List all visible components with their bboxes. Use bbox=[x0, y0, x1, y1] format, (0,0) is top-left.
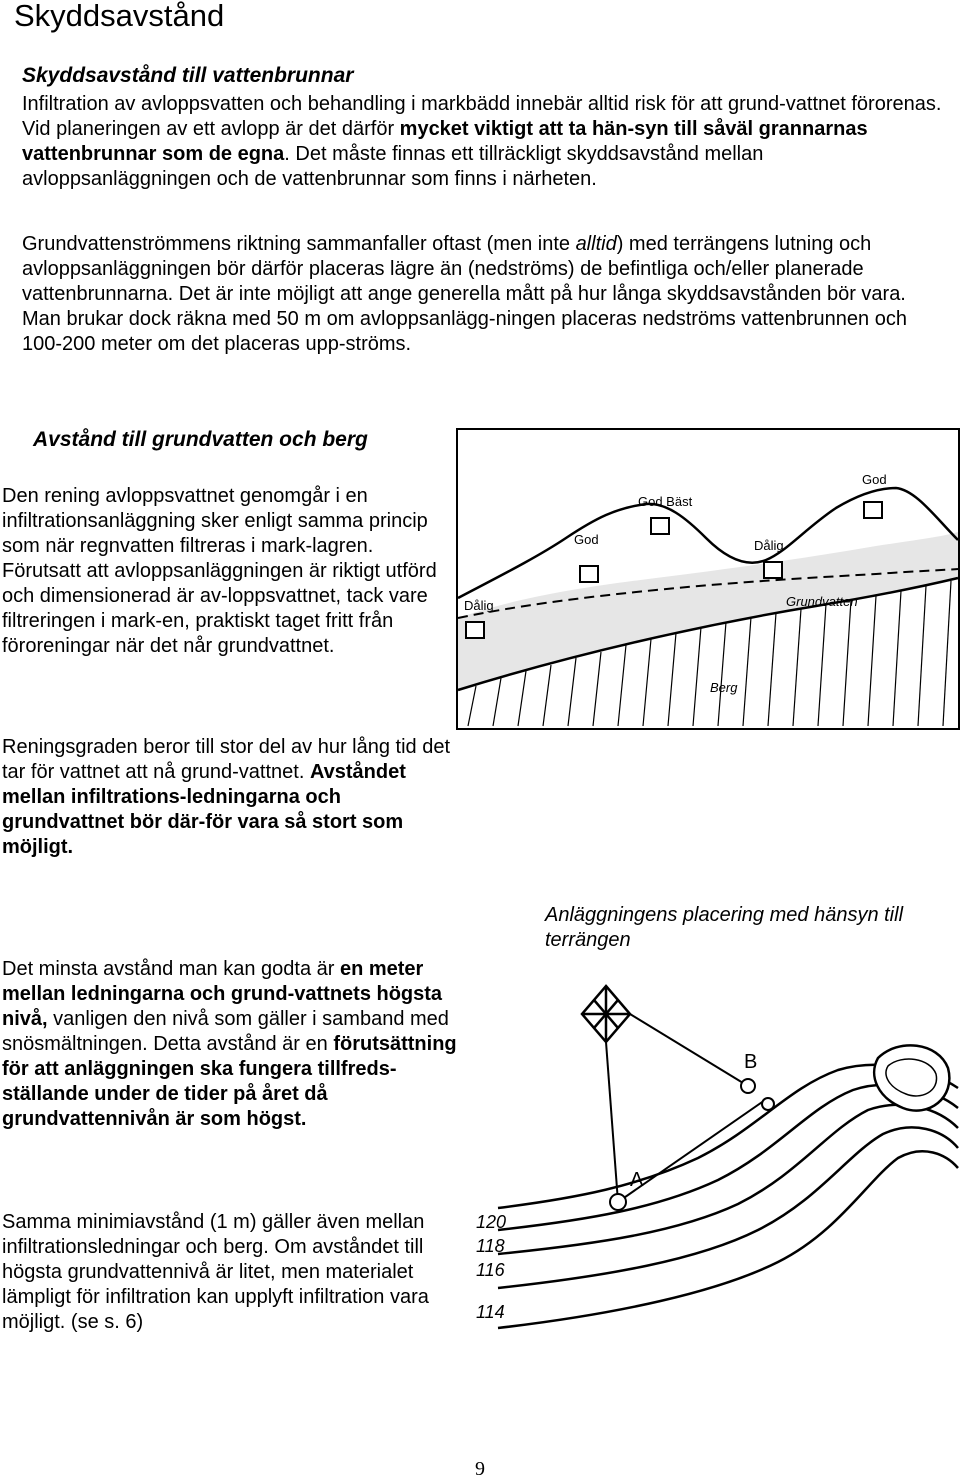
house-icon bbox=[582, 986, 630, 1042]
contour-lines bbox=[498, 1065, 958, 1328]
page-number: 9 bbox=[475, 1458, 485, 1480]
text-run: Reningsgraden beror till stor del av hur lång tid det tar för vattnet att nå grund-vattnet. bbox=[2, 736, 451, 783]
label-dalig-left: Dålig bbox=[464, 598, 494, 613]
figure-caption: Anläggningens placering med hänsyn till terrängen bbox=[545, 904, 904, 951]
label-grundvatten: Grundvatten bbox=[786, 594, 858, 609]
heading-avstand-grundvatten-berg: Avstånd till grundvatten och berg bbox=[33, 428, 368, 451]
text-run: Grundvattenströmmens riktning sammanfaller oftast (men inte bbox=[22, 233, 576, 255]
page-title: Skyddsavstånd bbox=[14, 0, 225, 33]
well-icon bbox=[651, 518, 669, 534]
site-plan-figure bbox=[458, 958, 960, 1348]
text-run: ) med terrängens lutning och avloppsanläggningen bör därför placeras lägre än (nedströms) de befintliga och/eller planerade vattenbrunnarna. Det är inte möjligt att ange generella mått på hur långa skyddsavstånden bör vara. Man brukar dock räkna med 50 m om avloppsanlägg-ningen placeras nedströms vattenbrunnen och 100-200 meter om det placeras upp-ströms. bbox=[22, 233, 907, 355]
contour-label-114: 114 bbox=[476, 1302, 505, 1322]
paragraph-rening bbox=[2, 484, 452, 659]
well-icon bbox=[580, 566, 598, 582]
text-run: Avståndet mellan infiltrations-ledningarna och grundvattnet bör där-för vara så stort som möjligt. bbox=[2, 761, 406, 858]
point-b-marker bbox=[741, 1079, 755, 1093]
well-icon bbox=[764, 562, 782, 578]
text-run: vanligen den nivå som gäller i samband med snösmältningen. Detta avstånd är en bbox=[2, 1008, 449, 1055]
hill-icon bbox=[874, 1045, 949, 1110]
paragraph-grundvattenstromning bbox=[22, 232, 942, 357]
paragraph-reningsgrad bbox=[2, 735, 452, 860]
text-run: Infiltration av avloppsvatten och behandling i markbädd innebär alltid risk för att grund-vattnet förorenas. Vid planeringen av ett avlopp är det därför bbox=[22, 93, 942, 140]
text-run: Den rening avloppsvattnet genomgår i en infiltrationsanläggning sker enligt samma princip som när regnvatten filtreras i mark-lagren. Förutsatt att avloppsanläggningen är riktigt utförd och dimensionerad är av-loppsvattnet, tack vare filtreringen i mark-en, praktiskt taget fritt från föroreningar när det når grundvattnet. bbox=[2, 485, 437, 657]
text-run: Det minsta avstånd man kan godta är bbox=[2, 958, 340, 980]
paragraph-infiltration-risk bbox=[22, 92, 942, 192]
text-run: Samma minimiavstånd (1 m) gäller även mellan infiltrationsledningar och berg. Om avståndet till högsta grundvattennivå är litet, men materialet lämpligt för infiltration kan upplyft infiltration vara möjligt. (se s. 6) bbox=[2, 1211, 429, 1333]
contour-label-116: 116 bbox=[476, 1260, 505, 1280]
text-run: en meter mellan ledningarna och grund-vattnets högsta nivå, bbox=[2, 958, 443, 1030]
terrain-cross-section-figure bbox=[456, 428, 960, 730]
point-a-marker bbox=[610, 1194, 626, 1210]
well-icon bbox=[762, 1098, 774, 1110]
label-god-bast: God Bäst bbox=[638, 494, 693, 509]
heading-skyddsavstand-vattenbrunnar: Skyddsavstånd till vattenbrunnar bbox=[22, 64, 354, 87]
label-berg: Berg bbox=[710, 680, 738, 695]
paragraph-minimiavstand-berg bbox=[2, 1210, 457, 1335]
label-god-left: God bbox=[574, 532, 599, 547]
text-run: . Det måste finnas ett tillräckligt skyddsavstånd mellan avloppsanläggningen och de vattenbrunnar som finns i närheten. bbox=[22, 143, 764, 190]
label-point-b: B bbox=[744, 1051, 758, 1073]
text-run: förutsättning för att anläggningen ska fungera tillfreds-ställande under de tider på året då grundvattennivån är som högst. bbox=[2, 1033, 457, 1130]
text-run: mycket viktigt att ta hän-syn till såväl grannarnas vattenbrunnar som de egna bbox=[22, 118, 868, 165]
contour-label-120: 120 bbox=[476, 1212, 507, 1232]
well-icon bbox=[864, 502, 882, 518]
paragraph-minsta-avstand bbox=[2, 957, 457, 1132]
well-icon bbox=[466, 622, 484, 638]
contour-label-118: 118 bbox=[476, 1236, 505, 1256]
label-dalig-right: Dålig bbox=[754, 538, 784, 553]
label-god-right: God bbox=[862, 472, 887, 487]
text-run: alltid bbox=[575, 233, 617, 255]
label-point-a: A bbox=[630, 1169, 644, 1191]
